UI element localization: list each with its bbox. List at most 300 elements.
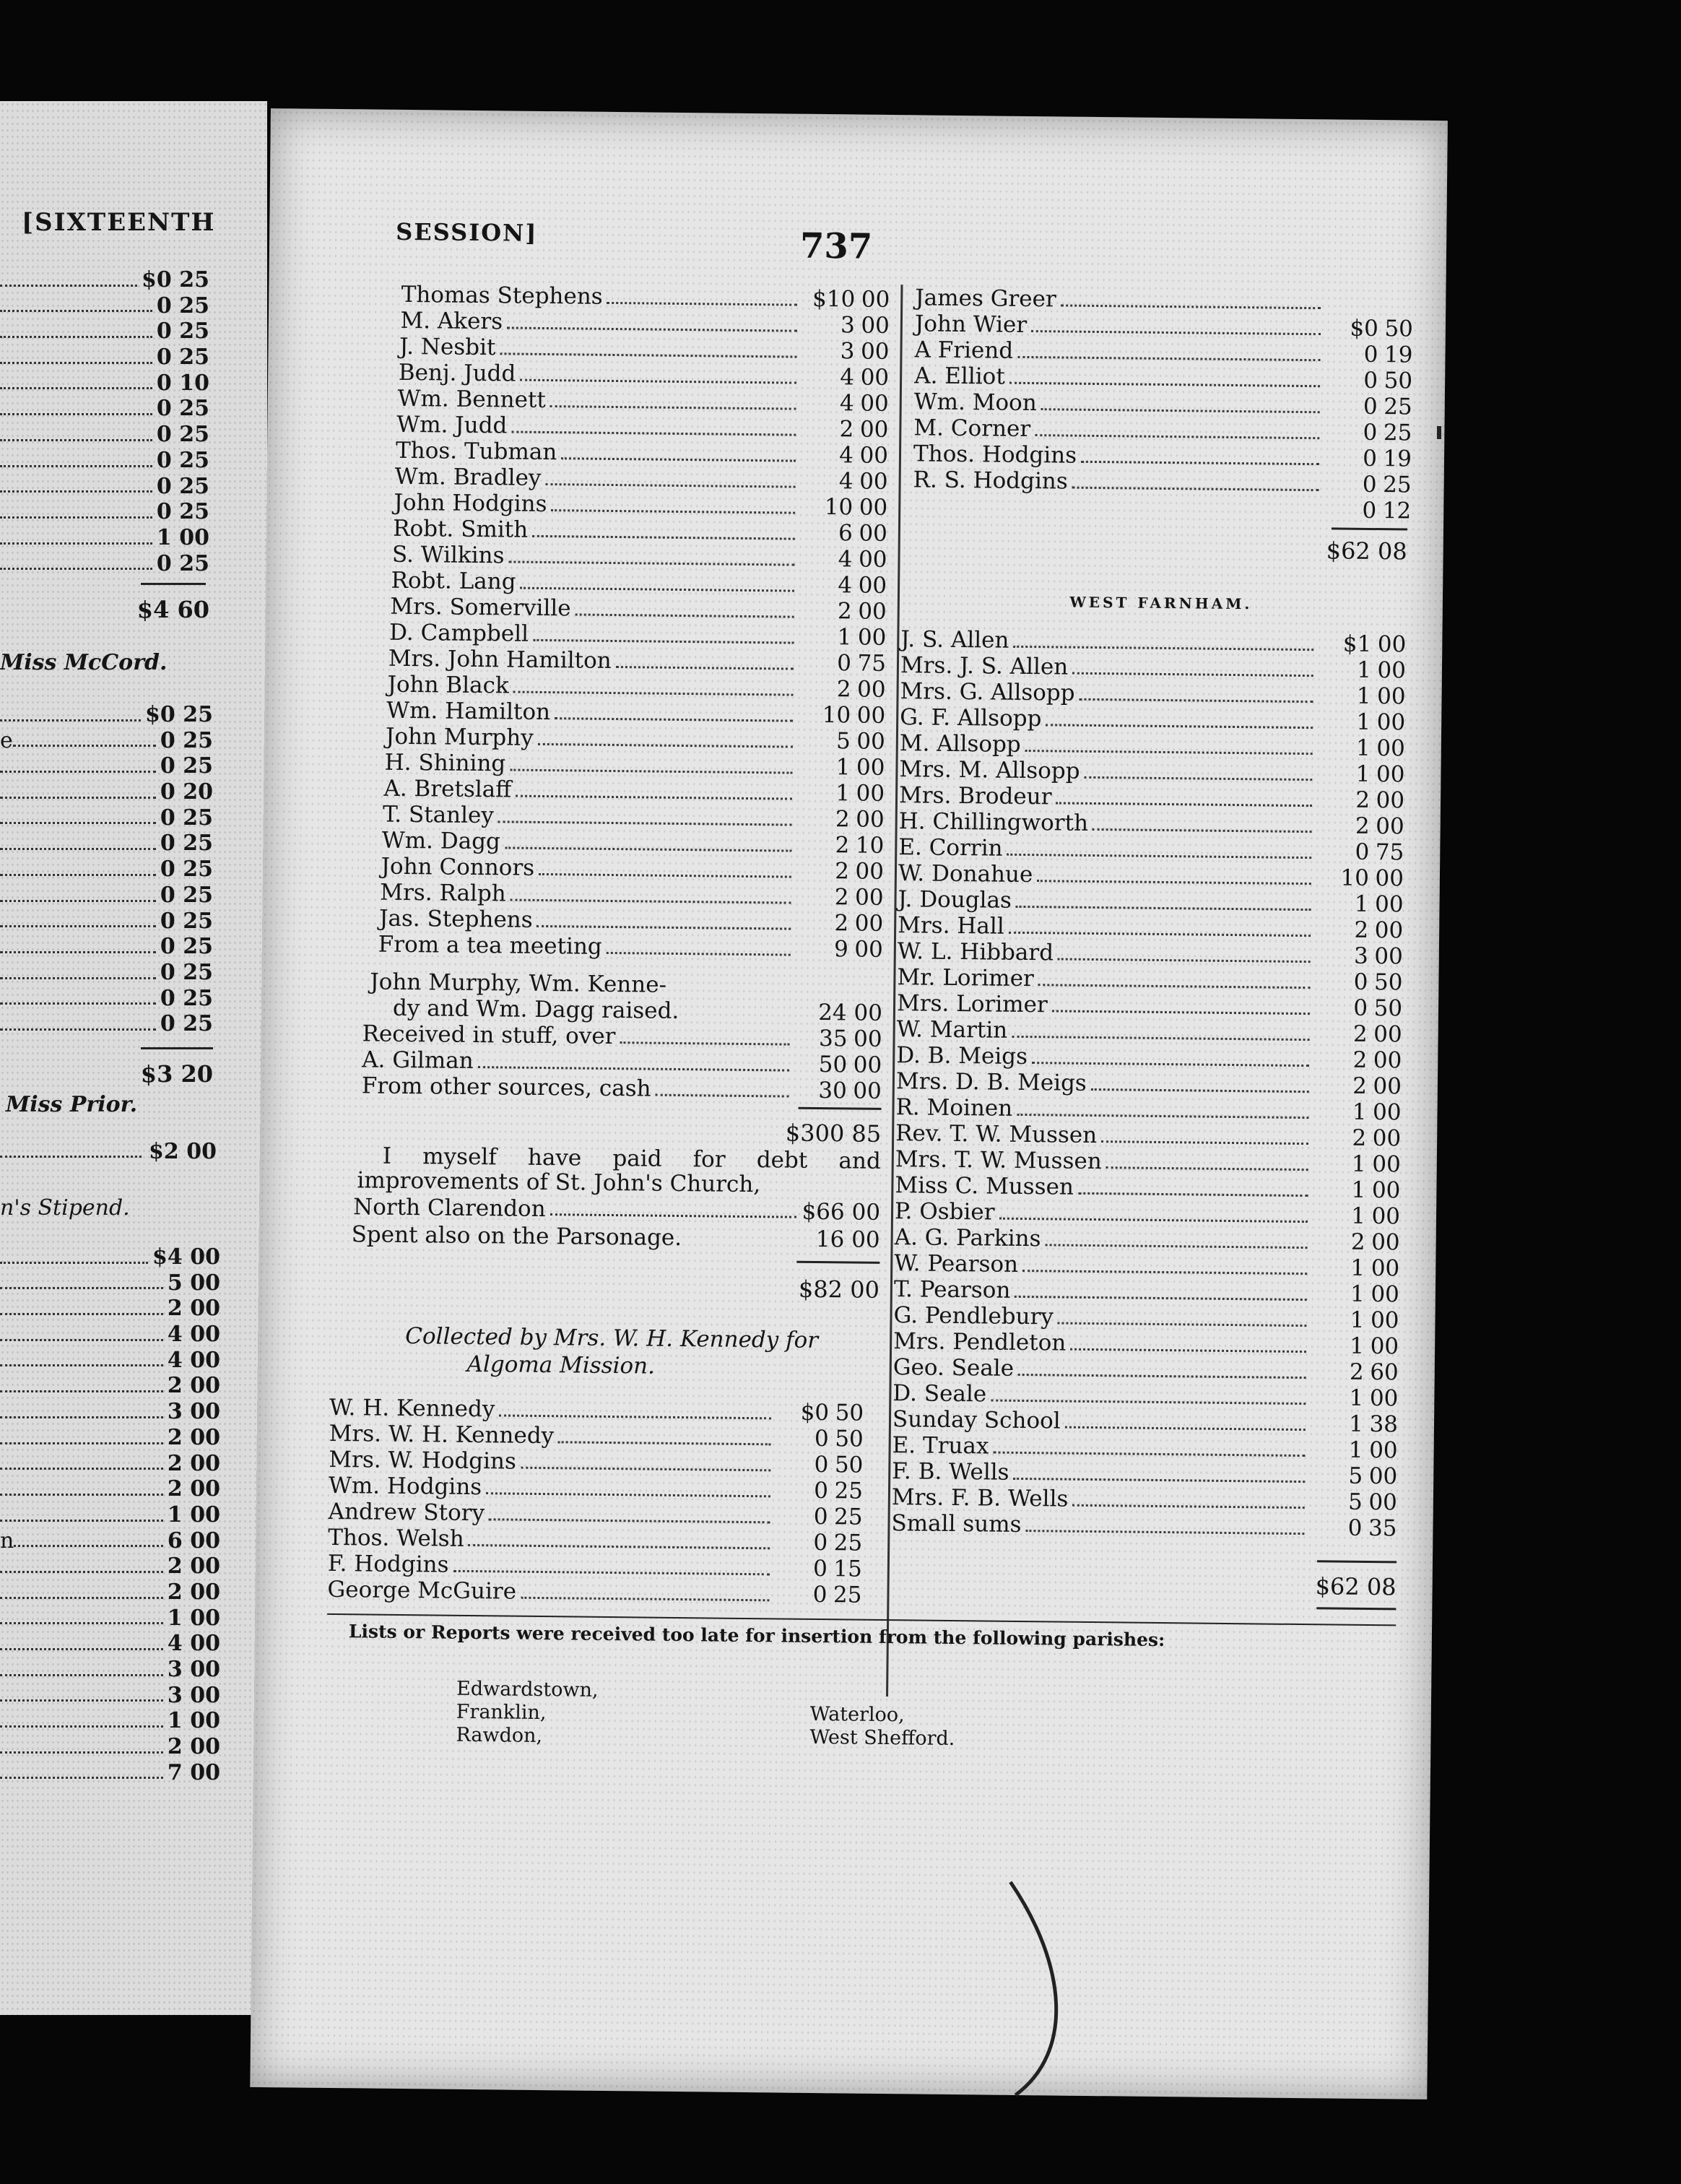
amount-cents: 25 [833, 1582, 862, 1608]
amount-cents: 00 [1368, 1489, 1398, 1516]
amount-cents: 50 [1373, 969, 1403, 996]
amount-cents: 00 [856, 780, 885, 807]
amount [1311, 1332, 1399, 1359]
amount-dollars: 1 [835, 754, 851, 781]
amount-dollars: 4 [840, 364, 855, 391]
leader-dots [1025, 1530, 1304, 1535]
amount [799, 468, 887, 495]
amount-dollars: 0 [1363, 419, 1378, 446]
amount-dollars: 1 [1348, 1436, 1363, 1463]
left-row-amount: 0 25 [156, 318, 209, 344]
leader-dots [13, 728, 156, 748]
ledger-row [327, 1577, 861, 1608]
amount-dollars: 2 [1352, 1046, 1368, 1073]
leader-dots [616, 666, 794, 670]
leader-dots [1091, 1088, 1309, 1093]
left-prior-dots [0, 1139, 142, 1158]
amount-cents: 00 [1368, 1437, 1398, 1464]
leader-dots [0, 1425, 163, 1444]
raised-block [362, 968, 883, 1026]
left-row-amount: 2 00 [167, 1424, 220, 1450]
leader-dots [0, 1502, 163, 1522]
amount-cents: 00 [860, 390, 889, 417]
amount-dollars: 5 [1348, 1462, 1363, 1489]
leader-dots [555, 717, 793, 722]
leader-dots [1072, 487, 1319, 492]
leader-dots [1081, 461, 1319, 465]
leader-dots [508, 560, 794, 566]
donor-name: A. G. Parkins [894, 1224, 1041, 1252]
amount-dollars: 5 [1347, 1488, 1363, 1515]
left-ledger-row [0, 1296, 220, 1322]
leader-dots [1018, 1374, 1306, 1379]
amount-cents: 12 [1382, 498, 1412, 524]
leader-dots [489, 1518, 770, 1523]
amount-cents: 00 [859, 520, 888, 547]
left-row-amount: 1 00 [167, 1502, 220, 1528]
amount-dollars: 0 [837, 650, 852, 677]
leader-dots [1009, 932, 1311, 937]
left-block-1-rule [141, 583, 206, 585]
amount-cents: 00 [856, 702, 886, 729]
clarendon-row [353, 1194, 880, 1226]
amount [775, 1451, 863, 1478]
amount-cents: 00 [857, 624, 887, 651]
leader-dots [1078, 1192, 1308, 1197]
donor-name: Thomas Stephens [401, 281, 603, 310]
leader-dots [0, 551, 152, 571]
left-row-amount: 3 00 [167, 1657, 220, 1682]
amount-cents: 00 [856, 676, 886, 703]
leader-dots [500, 352, 796, 358]
leader-dots [0, 1296, 163, 1315]
amount-cents: 00 [1371, 1255, 1400, 1282]
amount-dollars: 50 [818, 1052, 848, 1078]
donor-name: Robt. Smith [393, 515, 529, 543]
amount [801, 364, 889, 391]
left-ledger-row [0, 1348, 220, 1374]
amount-dollars: 1 [1356, 708, 1371, 735]
clarendon-dots [550, 1196, 796, 1218]
amount-cents: 25 [834, 1478, 864, 1504]
leader-dots [917, 513, 1319, 517]
amount [795, 936, 883, 963]
amount-dollars: 0 [1362, 471, 1377, 498]
left-ledger-row [0, 1425, 220, 1451]
left-ledger-row [0, 1580, 220, 1606]
pencil-mark-icon [986, 1878, 1119, 2111]
amount [1318, 656, 1406, 683]
column-1-list-b [362, 1020, 882, 1104]
left-row-amount: 2 00 [167, 1554, 220, 1580]
leader-dots [0, 857, 156, 876]
amount [797, 702, 885, 729]
left-row-amount: 0 25 [156, 550, 209, 576]
amount-dollars: 1 [1350, 1254, 1365, 1281]
left-row-amount: 0 25 [156, 396, 209, 422]
amount-dollars: 2 [834, 884, 849, 911]
leader-dots [1037, 880, 1311, 885]
ledger-row [378, 932, 883, 963]
donor-name: John Wier [914, 311, 1028, 338]
amount [1308, 1514, 1397, 1541]
right-page [250, 108, 1448, 2100]
amount [1316, 838, 1404, 865]
amount-cents: 00 [1371, 1203, 1401, 1230]
donor-name: Mrs. Brodeur [898, 782, 1052, 810]
amount [1317, 682, 1405, 709]
leader-dots [0, 370, 152, 390]
donor-name: A. Bretslaff [383, 775, 512, 803]
amount [774, 1503, 862, 1530]
donor-name: Jas. Stephens [378, 905, 533, 933]
amount [1315, 942, 1403, 969]
amount [800, 442, 888, 469]
parishes-right [809, 1703, 955, 1751]
amount [774, 1529, 862, 1556]
leader-dots [0, 422, 152, 441]
leader-dots [551, 509, 795, 514]
left-page [0, 101, 267, 2015]
left-row-amount: 0 20 [160, 779, 213, 805]
leader-dots [1025, 750, 1313, 755]
amount-dollars: 4 [839, 442, 854, 469]
amount-dollars: 2 [1352, 1072, 1368, 1099]
leader-dots [607, 952, 791, 956]
donor-name: John Connors [381, 853, 535, 881]
left-ledger-row [0, 499, 209, 525]
amount [1313, 1020, 1402, 1047]
amount [796, 858, 884, 885]
donor-name: E. Truax [892, 1432, 989, 1460]
leader-dots [0, 883, 156, 902]
amount-dollars: 0 [1362, 497, 1377, 524]
left-block-2-rule [141, 1047, 213, 1049]
leader-dots [0, 1580, 163, 1599]
left-heading-stipend: n's Stipend. [0, 1195, 130, 1221]
amount [802, 312, 890, 339]
amount-dollars: $0 [800, 1399, 830, 1426]
leader-dots [1058, 958, 1311, 963]
leader-dots [1041, 408, 1320, 413]
leader-dots [539, 873, 791, 878]
amount-cents: 25 [1382, 472, 1412, 498]
amount [1311, 1358, 1399, 1385]
amount-cents: 19 [1384, 342, 1413, 368]
amount-dollars: $0 [1350, 315, 1379, 342]
amount-dollars: 4 [838, 468, 853, 495]
leader-dots [1046, 724, 1313, 729]
amount-dollars: 10 [1340, 864, 1370, 891]
amount-dollars: 1 [1349, 1410, 1364, 1437]
leader-dots [655, 1094, 789, 1098]
left-row-amount: 2 00 [167, 1296, 220, 1322]
col1-total: $300 85 [785, 1119, 882, 1148]
amount-dollars: 1 [1350, 1306, 1365, 1333]
donor-name: M. Corner [913, 415, 1031, 443]
donor-name: From a tea meeting [378, 931, 602, 960]
amount-cents: 00 [1369, 1385, 1399, 1412]
donor-name: Small sums [891, 1510, 1022, 1538]
raised-amount: 24 00 [817, 1000, 883, 1026]
amount-dollars: 0 [1363, 367, 1378, 394]
amount [801, 390, 889, 417]
leader-dots [0, 1399, 163, 1418]
amount-cents: 00 [860, 364, 890, 391]
amount-dollars: 0 [814, 1477, 829, 1504]
left-ledger-row [0, 702, 213, 728]
leader-dots [550, 405, 796, 410]
amount [1325, 289, 1413, 316]
leader-dots [1013, 1478, 1305, 1483]
amount [1311, 1228, 1399, 1255]
amount [796, 780, 885, 807]
leader-dots [1038, 984, 1311, 989]
amount [1311, 1280, 1399, 1307]
donor-name: W. Martin [896, 1016, 1008, 1044]
left-ledger-row [0, 1708, 220, 1734]
amount [773, 1581, 861, 1608]
col2-total: $62 08 [1326, 537, 1407, 566]
donor-name: Mrs. Somerville [390, 593, 571, 622]
donor-name: Wm. Dagg [381, 827, 501, 855]
donor-name: George McGuire [327, 1576, 517, 1605]
leader-dots [0, 525, 152, 545]
amount-dollars: 0 [812, 1555, 828, 1582]
amount [796, 806, 885, 833]
donor-name: Sunday School [892, 1406, 1061, 1434]
leader-dots [537, 925, 791, 930]
amount-cents: 00 [1373, 1073, 1402, 1100]
left-row-amount: 0 25 [160, 985, 213, 1011]
amount-cents: 00 [853, 1026, 882, 1052]
donor-name: J. Douglas [898, 886, 1012, 914]
amount-cents: 00 [859, 442, 889, 469]
amount-dollars: 3 [1353, 942, 1368, 969]
left-ledger-row [0, 1683, 220, 1709]
amount-dollars: 2 [835, 832, 850, 859]
amount-dollars: 0 [1347, 1514, 1363, 1541]
left-row-amount: 0 25 [160, 857, 213, 883]
right-page-header: SESSION] [396, 217, 538, 247]
amount-cents: 00 [854, 884, 884, 911]
leader-dots [0, 499, 152, 519]
left-prior-amount: $2 00 [149, 1139, 217, 1164]
leader-dots [478, 1066, 789, 1072]
amount-dollars: 1 [1355, 734, 1371, 761]
donor-name: D. Seale [892, 1380, 987, 1408]
amount-cents: 00 [860, 338, 890, 365]
left-ledger-row [0, 1399, 220, 1425]
ledger-row [913, 493, 1411, 524]
leader-dots [520, 587, 794, 592]
donor-name: Mrs. Ralph [380, 879, 506, 907]
amount [1316, 812, 1404, 839]
amount-dollars: 1 [1351, 1150, 1366, 1177]
parish-item: Edwardstown, [456, 1677, 599, 1702]
donor-name: Mrs. J. S. Allen [900, 652, 1069, 680]
amount-dollars: 0 [813, 1503, 828, 1530]
amount-dollars: 0 [1353, 994, 1368, 1021]
amount [794, 1026, 882, 1052]
column-1-list-c [327, 1395, 864, 1608]
amount [794, 1078, 882, 1104]
donor-name: Mrs. T. W. Mussen [895, 1146, 1102, 1175]
left-row-amount: $0 25 [142, 267, 209, 292]
left-ledger-row [0, 448, 209, 474]
left-row-amount: 0 25 [160, 1011, 213, 1037]
left-row-amount: 2 00 [167, 1579, 220, 1605]
donor-name: Mr. Lorimer [897, 964, 1035, 992]
amount-cents: 50 [835, 1426, 864, 1452]
donor-name: Mrs. F. B. Wells [891, 1484, 1069, 1512]
amount [795, 910, 883, 937]
amount [799, 520, 887, 547]
amount [795, 884, 883, 911]
donor-name: Mrs. John Hamilton [388, 645, 612, 674]
leader-dots [0, 1322, 163, 1341]
page-number: 737 [799, 225, 873, 267]
leader-dots [453, 1570, 769, 1576]
amount [1313, 1072, 1402, 1099]
amount [1315, 916, 1403, 943]
amount-dollars: 2 [1354, 916, 1369, 943]
amount [797, 676, 885, 703]
amount-dollars: 1 [837, 624, 852, 651]
amount-dollars: 30 [818, 1078, 847, 1104]
left-row-amount: 0 25 [160, 727, 213, 753]
donor-name: Wm. Judd [396, 411, 508, 439]
amount-dollars: 2 [834, 910, 849, 937]
amount-cents: 10 [855, 832, 885, 859]
parsonage-row [351, 1221, 879, 1253]
leader-dots [0, 1606, 163, 1625]
leader-dots [1052, 1010, 1310, 1015]
left-ledger-row [0, 370, 209, 396]
donor-name: H. Chillingworth [898, 808, 1089, 836]
amount [774, 1555, 862, 1582]
amount [799, 494, 887, 521]
amount-cents: 00 [856, 754, 885, 781]
left-row-amount: 0 25 [156, 473, 209, 499]
left-row-label: e [0, 727, 13, 753]
left-row-amount: 4 00 [167, 1631, 220, 1657]
clarendon-label: North Clarendon [352, 1194, 546, 1223]
leader-dots [558, 1441, 771, 1445]
ledger-row [891, 1510, 1397, 1541]
amount-cents: 00 [1373, 1047, 1402, 1074]
donor-name: John Murphy [385, 723, 534, 751]
amount-cents: 50 [1373, 995, 1403, 1022]
left-page-header: [SIXTEENTH [22, 208, 216, 237]
amount-cents: 50 [834, 1452, 864, 1478]
amount-cents: 00 [1376, 761, 1405, 788]
left-ledger-row [0, 1606, 220, 1632]
parish-item: Rawdon, [456, 1723, 543, 1748]
leader-dots [0, 1631, 163, 1650]
left-ledger-row [0, 934, 213, 960]
parishes-left [456, 1678, 598, 1748]
donor-name: G. F. Allsopp [900, 704, 1042, 732]
amount-cents: 00 [1376, 735, 1405, 762]
donor-name: W. L. Hibbard [897, 938, 1054, 966]
donor-name: John Hodgins [394, 489, 547, 518]
donor-name: R. S. Hodgins [913, 467, 1068, 495]
leader-dots [0, 986, 156, 1005]
leader-dots [0, 1244, 148, 1264]
leader-dots [1009, 382, 1320, 388]
leader-dots [993, 1452, 1305, 1457]
left-ledger-row [0, 857, 213, 883]
amount-dollars: 10 [824, 494, 853, 521]
donor-name: R. Moinen [895, 1094, 1013, 1122]
collected-heading-2: Algoma Mission. [466, 1351, 656, 1379]
donor-name: Wm. Bennett [397, 385, 547, 414]
leader-dots [1084, 776, 1312, 781]
amount [1324, 367, 1412, 394]
donor-name: Mrs. Hall [898, 912, 1004, 940]
leader-dots [505, 846, 792, 852]
amount [776, 1425, 864, 1452]
amount-cents: 00 [854, 910, 884, 937]
donor-name: John Black [387, 671, 509, 699]
amount [1311, 1254, 1399, 1281]
left-ledger-row [0, 293, 209, 319]
leader-dots [498, 820, 792, 826]
donor-name: Mrs. W. H. Kennedy [329, 1420, 555, 1450]
amount-cents: 75 [857, 650, 887, 677]
donor-name: Geo. Seale [892, 1354, 1015, 1382]
col1-total-rule [799, 1107, 882, 1110]
left-row-amount: 1 00 [167, 1708, 220, 1734]
donor-name: F. B. Wells [892, 1458, 1009, 1486]
donor-name: P. Osbier [894, 1198, 995, 1226]
amount [800, 416, 888, 443]
amount-cents: 00 [854, 936, 884, 963]
left-row-amount: 7 00 [167, 1759, 220, 1785]
col2-total-rule [1332, 527, 1407, 530]
amount-dollars: 0 [813, 1529, 828, 1556]
leader-dots [1080, 698, 1313, 703]
leader-dots [1017, 356, 1320, 361]
donor-name: Robt. Lang [391, 567, 516, 595]
amount [1312, 1202, 1400, 1229]
left-ledger-row [0, 1760, 220, 1786]
amount-cents: 50 [1384, 368, 1413, 394]
speck [1437, 426, 1441, 439]
amount [798, 624, 886, 651]
leader-dots [486, 1492, 770, 1497]
leader-dots [1070, 1348, 1306, 1353]
leader-dots [0, 960, 156, 979]
leader-dots [532, 535, 795, 540]
leader-dots [511, 899, 791, 904]
left-ledger-row [0, 986, 213, 1012]
amount-dollars: $1 [1342, 630, 1372, 658]
amount-dollars: $10 [812, 285, 856, 313]
donor-name: Received in stuff, over [362, 1020, 616, 1050]
amount [1316, 864, 1404, 891]
donor-name: Wm. Bradley [394, 463, 542, 491]
leader-dots [516, 795, 792, 800]
amount-dollars: 2 [1352, 1124, 1367, 1151]
donor-name: Mrs. Pendleton [892, 1328, 1067, 1356]
leader-dots [607, 302, 798, 306]
leader-dots [0, 1683, 163, 1702]
amount-dollars: 0 [1353, 968, 1368, 995]
donor-name: T. Stanley [382, 801, 495, 829]
left-ledger-row [0, 525, 209, 551]
